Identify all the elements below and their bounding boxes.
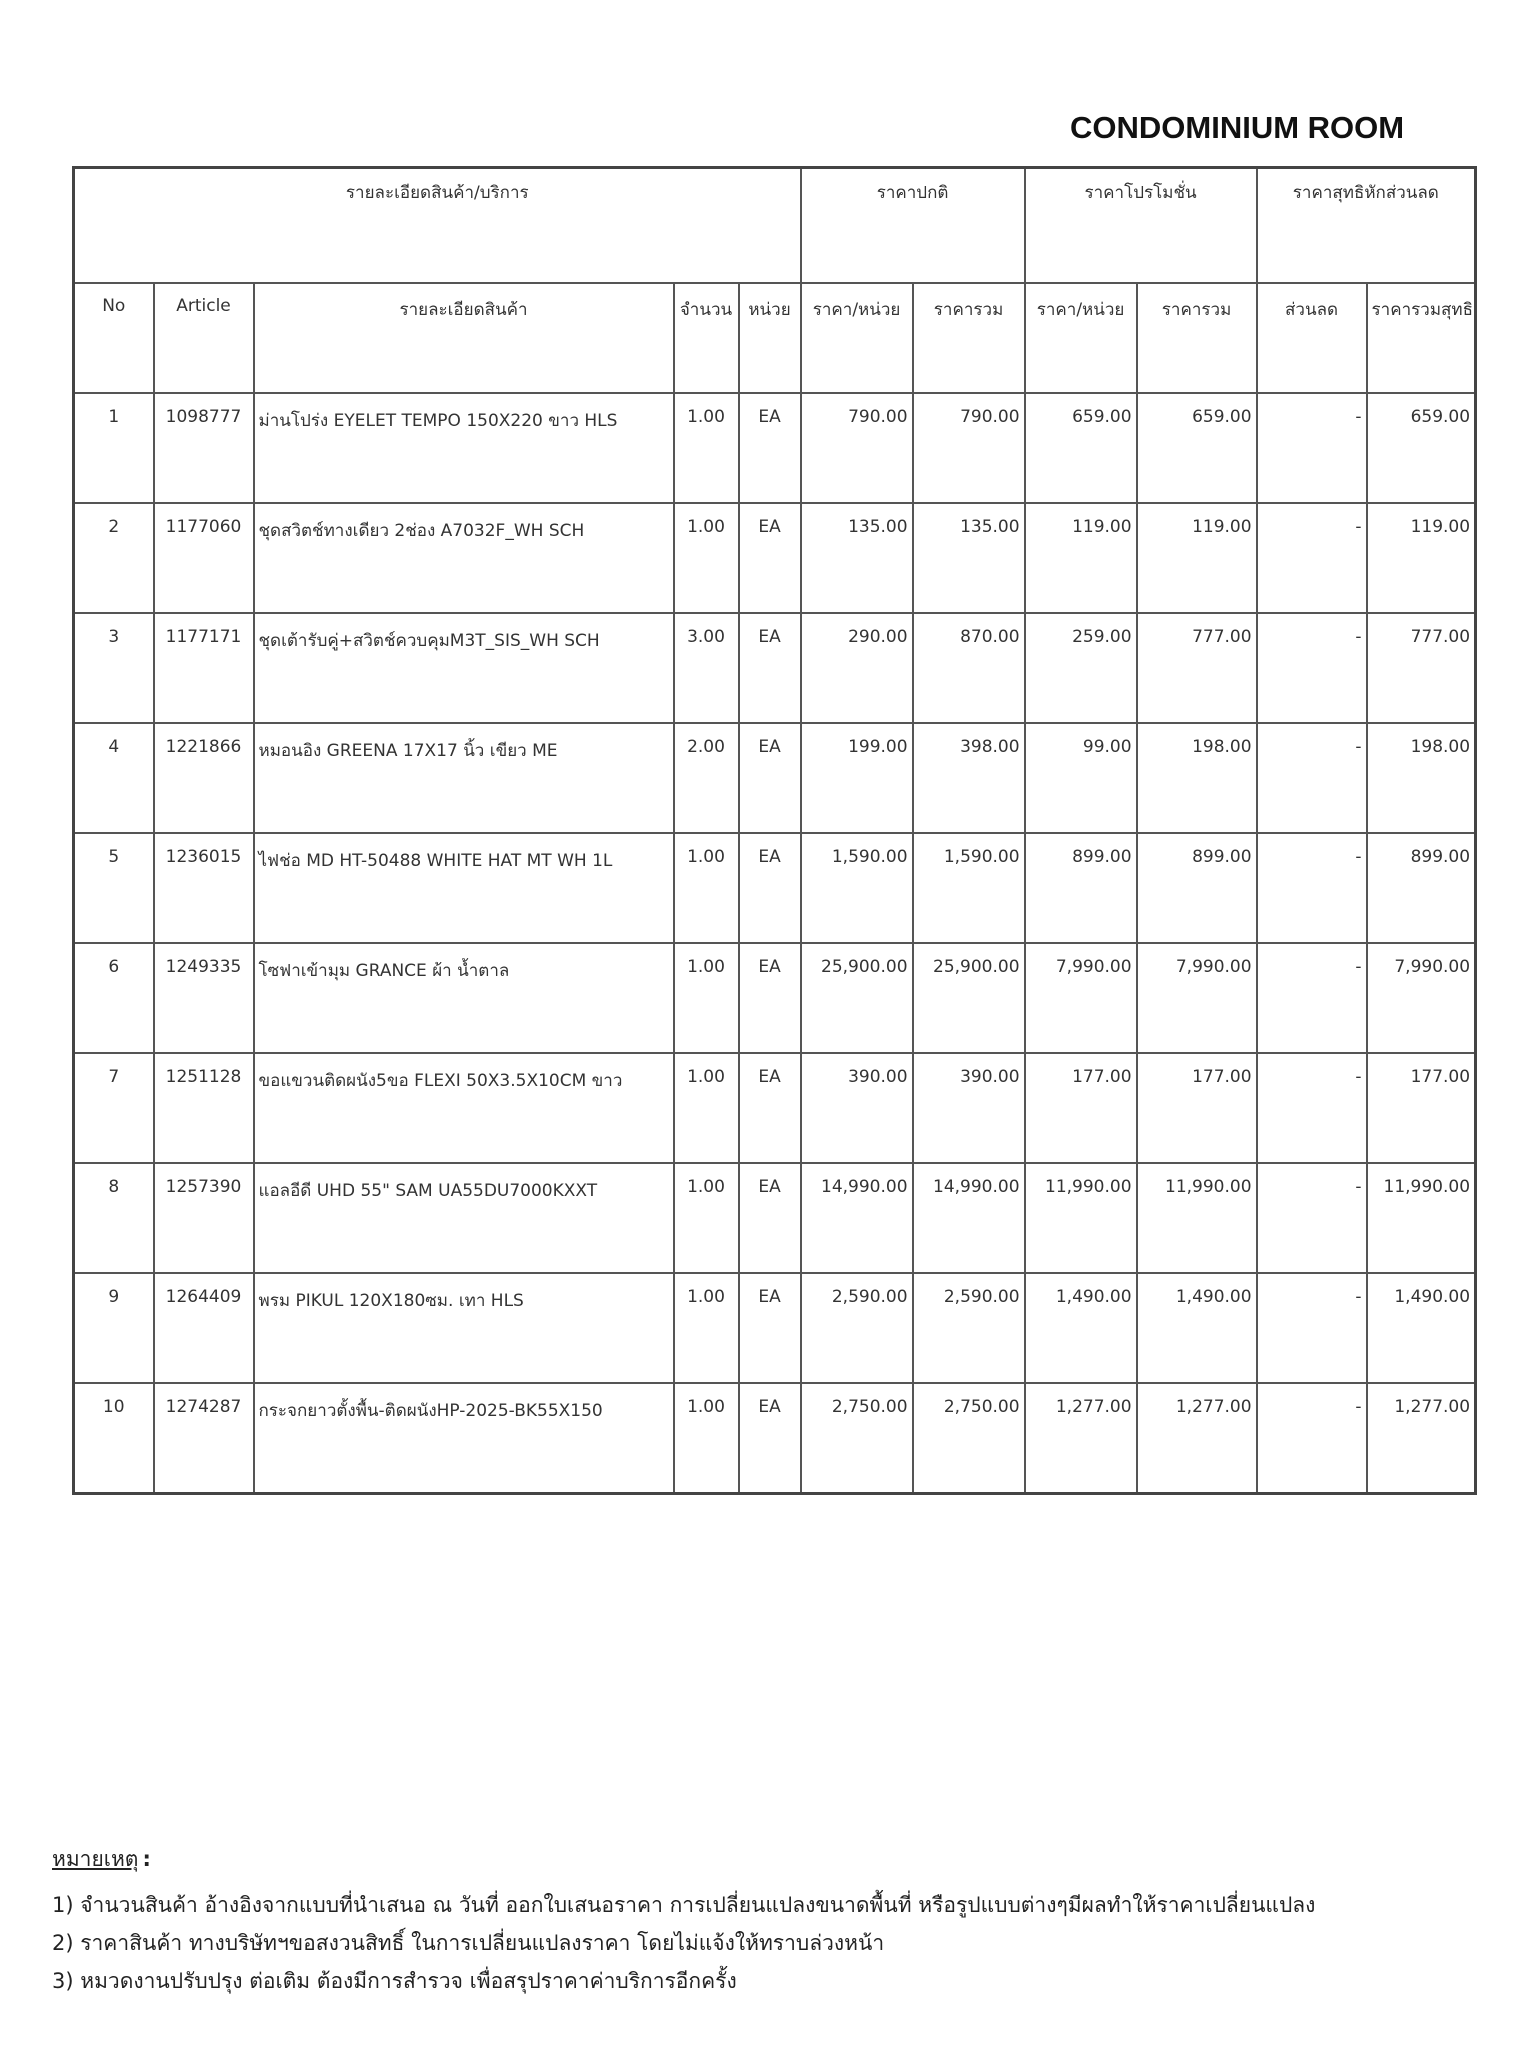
cell-article: 1274287 [154, 1383, 254, 1494]
cell-promo-unit-price: 7,990.00 [1025, 943, 1137, 1053]
cell-promo-unit-price: 119.00 [1025, 503, 1137, 613]
cell-no: 1 [74, 393, 154, 503]
cell-net-total: 1,490.00 [1367, 1273, 1476, 1383]
cell-normal-unit-price: 2,750.00 [801, 1383, 913, 1494]
note-line: 1) จำนวนสินค้า อ้างอิงจากแบบที่นำเสนอ ณ วันที่ ออกใบเสนอราคา การเปลี่ยนแปลงขนาดพื้นที่ หรือรูปแบบต่างๆมีผลทำให้ราคาเปลี่ยนแปลง [52, 1893, 1316, 1917]
cell-unit: EA [739, 723, 801, 833]
cell-unit: EA [739, 833, 801, 943]
cell-unit: EA [739, 503, 801, 613]
cell-normal-total: 135.00 [913, 503, 1025, 613]
cell-no: 7 [74, 1053, 154, 1163]
cell-promo-total: 198.00 [1137, 723, 1257, 833]
cell-qty: 1.00 [674, 1273, 739, 1383]
table-row [74, 503, 1476, 613]
cell-promo-total: 177.00 [1137, 1053, 1257, 1163]
cell-qty: 3.00 [674, 613, 739, 723]
cell-normal-total: 1,590.00 [913, 833, 1025, 943]
cell-discount: - [1257, 1163, 1367, 1273]
cell-unit: EA [739, 393, 801, 503]
table-row [74, 1163, 1476, 1273]
cell-article: 1177171 [154, 613, 254, 723]
cell-normal-unit-price: 1,590.00 [801, 833, 913, 943]
cell-description: โซฟาเข้ามุม GRANCE ผ้า น้ำตาล [254, 943, 674, 1053]
cell-promo-total: 1,277.00 [1137, 1383, 1257, 1494]
table-row [74, 613, 1476, 723]
cell-promo-total: 899.00 [1137, 833, 1257, 943]
cell-net-total: 777.00 [1367, 613, 1476, 723]
cell-promo-total: 7,990.00 [1137, 943, 1257, 1053]
note-line: 2) ราคาสินค้า ทางบริษัทฯขอสงวนสิทธิ์ ในการเปลี่ยนแปลงราคา โดยไม่แจ้งให้ทราบล่วงหน้า [52, 1931, 885, 1955]
cell-normal-unit-price: 790.00 [801, 393, 913, 503]
cell-article: 1257390 [154, 1163, 254, 1273]
cell-qty: 1.00 [674, 1053, 739, 1163]
cell-promo-unit-price: 11,990.00 [1025, 1163, 1137, 1273]
group-header-net-price: ราคาสุทธิหักส่วนลด [1257, 168, 1476, 284]
cell-promo-total: 777.00 [1137, 613, 1257, 723]
cell-net-total: 659.00 [1367, 393, 1476, 503]
cell-no: 9 [74, 1273, 154, 1383]
table-row [74, 723, 1476, 833]
cell-unit: EA [739, 1163, 801, 1273]
document-title: CONDOMINIUM ROOM [1070, 110, 1405, 145]
cell-description: ชุดเต้ารับคู่+สวิตช์ควบคุมM3T_SIS_WH SCH [254, 613, 674, 723]
cell-normal-unit-price: 390.00 [801, 1053, 913, 1163]
cell-no: 6 [74, 943, 154, 1053]
cell-normal-total: 2,590.00 [913, 1273, 1025, 1383]
cell-discount: - [1257, 393, 1367, 503]
cell-normal-unit-price: 14,990.00 [801, 1163, 913, 1273]
notes-title-colon: : [142, 1847, 151, 1871]
cell-article: 1221866 [154, 723, 254, 833]
cell-normal-unit-price: 199.00 [801, 723, 913, 833]
column-header-unit: หน่วย [739, 283, 801, 393]
cell-qty: 1.00 [674, 833, 739, 943]
cell-normal-unit-price: 2,590.00 [801, 1273, 913, 1383]
cell-no: 8 [74, 1163, 154, 1273]
cell-discount: - [1257, 943, 1367, 1053]
cell-normal-total: 14,990.00 [913, 1163, 1025, 1273]
cell-promo-unit-price: 259.00 [1025, 613, 1137, 723]
table-row [74, 1053, 1476, 1163]
table-row [74, 833, 1476, 943]
cell-net-total: 1,277.00 [1367, 1383, 1476, 1494]
cell-discount: - [1257, 833, 1367, 943]
column-header-qty: จำนวน [674, 283, 739, 393]
column-header-description: รายละเอียดสินค้า [254, 283, 674, 393]
cell-unit: EA [739, 1273, 801, 1383]
cell-promo-total: 659.00 [1137, 393, 1257, 503]
cell-description: พรม PIKUL 120X180ซม. เทา HLS [254, 1273, 674, 1383]
cell-description: แอลอีดี UHD 55" SAM UA55DU7000KXXT [254, 1163, 674, 1273]
column-header-article: Article [154, 283, 254, 393]
cell-net-total: 899.00 [1367, 833, 1476, 943]
cell-qty: 1.00 [674, 393, 739, 503]
cell-promo-total: 1,490.00 [1137, 1273, 1257, 1383]
cell-no: 3 [74, 613, 154, 723]
quotation-table [72, 166, 1477, 1495]
cell-discount: - [1257, 1383, 1367, 1494]
column-header-no: No [74, 283, 154, 393]
column-header-discount: ส่วนลด [1257, 283, 1367, 393]
column-header-net-total: ราคารวมสุทธิ [1367, 283, 1476, 393]
cell-net-total: 198.00 [1367, 723, 1476, 833]
notes-section [52, 1842, 1492, 2000]
cell-article: 1098777 [154, 393, 254, 503]
group-header-row [74, 168, 1476, 284]
cell-qty: 1.00 [674, 943, 739, 1053]
table-row [74, 1273, 1476, 1383]
cell-article: 1249335 [154, 943, 254, 1053]
column-header-row [74, 283, 1476, 393]
cell-article: 1251128 [154, 1053, 254, 1163]
cell-promo-unit-price: 1,277.00 [1025, 1383, 1137, 1494]
cell-normal-total: 398.00 [913, 723, 1025, 833]
cell-unit: EA [739, 1053, 801, 1163]
notes-title [52, 1842, 1492, 1876]
cell-discount: - [1257, 1273, 1367, 1383]
cell-qty: 1.00 [674, 1163, 739, 1273]
cell-qty: 1.00 [674, 1383, 739, 1494]
table-row [74, 1383, 1476, 1494]
cell-description: ไฟช่อ MD HT-50488 WHITE HAT MT WH 1L [254, 833, 674, 943]
cell-promo-unit-price: 1,490.00 [1025, 1273, 1137, 1383]
cell-normal-unit-price: 25,900.00 [801, 943, 913, 1053]
cell-qty: 2.00 [674, 723, 739, 833]
cell-unit: EA [739, 943, 801, 1053]
cell-discount: - [1257, 613, 1367, 723]
cell-no: 5 [74, 833, 154, 943]
group-header-normal-price: ราคาปกติ [801, 168, 1025, 284]
cell-unit: EA [739, 613, 801, 723]
note-line: 3) หมวดงานปรับปรุง ต่อเติม ต้องมีการสำรวจ เพื่อสรุปราคาค่าบริการอีกครั้ง [52, 1969, 737, 1993]
cell-discount: - [1257, 503, 1367, 613]
cell-promo-total: 119.00 [1137, 503, 1257, 613]
cell-no: 4 [74, 723, 154, 833]
cell-no: 10 [74, 1383, 154, 1494]
cell-normal-total: 2,750.00 [913, 1383, 1025, 1494]
cell-article: 1236015 [154, 833, 254, 943]
cell-no: 2 [74, 503, 154, 613]
cell-promo-unit-price: 177.00 [1025, 1053, 1137, 1163]
cell-normal-total: 870.00 [913, 613, 1025, 723]
cell-article: 1177060 [154, 503, 254, 613]
cell-normal-total: 390.00 [913, 1053, 1025, 1163]
cell-normal-total: 790.00 [913, 393, 1025, 503]
column-header-promo-unit-price: ราคา/หน่วย [1025, 283, 1137, 393]
column-header-normal-unit-price: ราคา/หน่วย [801, 283, 913, 393]
column-header-promo-total: ราคารวม [1137, 283, 1257, 393]
cell-normal-unit-price: 290.00 [801, 613, 913, 723]
cell-promo-unit-price: 899.00 [1025, 833, 1137, 943]
column-header-normal-total: ราคารวม [913, 283, 1025, 393]
group-header-product-service: รายละเอียดสินค้า/บริการ [74, 168, 801, 284]
cell-net-total: 11,990.00 [1367, 1163, 1476, 1273]
cell-discount: - [1257, 1053, 1367, 1163]
cell-normal-total: 25,900.00 [913, 943, 1025, 1053]
notes-title-text: หมายเหตุ [52, 1847, 139, 1871]
cell-description: ม่านโปร่ง EYELET TEMPO 150X220 ขาว HLS [254, 393, 674, 503]
cell-description: ชุดสวิตช์ทางเดียว 2ช่อง A7032F_WH SCH [254, 503, 674, 613]
cell-net-total: 119.00 [1367, 503, 1476, 613]
table-row [74, 943, 1476, 1053]
cell-promo-total: 11,990.00 [1137, 1163, 1257, 1273]
cell-article: 1264409 [154, 1273, 254, 1383]
cell-net-total: 177.00 [1367, 1053, 1476, 1163]
cell-qty: 1.00 [674, 503, 739, 613]
cell-promo-unit-price: 99.00 [1025, 723, 1137, 833]
cell-description: หมอนอิง GREENA 17X17 นิ้ว เขียว ME [254, 723, 674, 833]
cell-normal-unit-price: 135.00 [801, 503, 913, 613]
group-header-promo-price: ราคาโปรโมชั่น [1025, 168, 1257, 284]
cell-description: กระจกยาวตั้งพื้น-ติดผนังHP-2025-BK55X150 [254, 1383, 674, 1494]
table-row [74, 393, 1476, 503]
cell-discount: - [1257, 723, 1367, 833]
cell-net-total: 7,990.00 [1367, 943, 1476, 1053]
cell-promo-unit-price: 659.00 [1025, 393, 1137, 503]
cell-description: ขอแขวนติดผนัง5ขอ FLEXI 50X3.5X10CM ขาว [254, 1053, 674, 1163]
cell-unit: EA [739, 1383, 801, 1494]
